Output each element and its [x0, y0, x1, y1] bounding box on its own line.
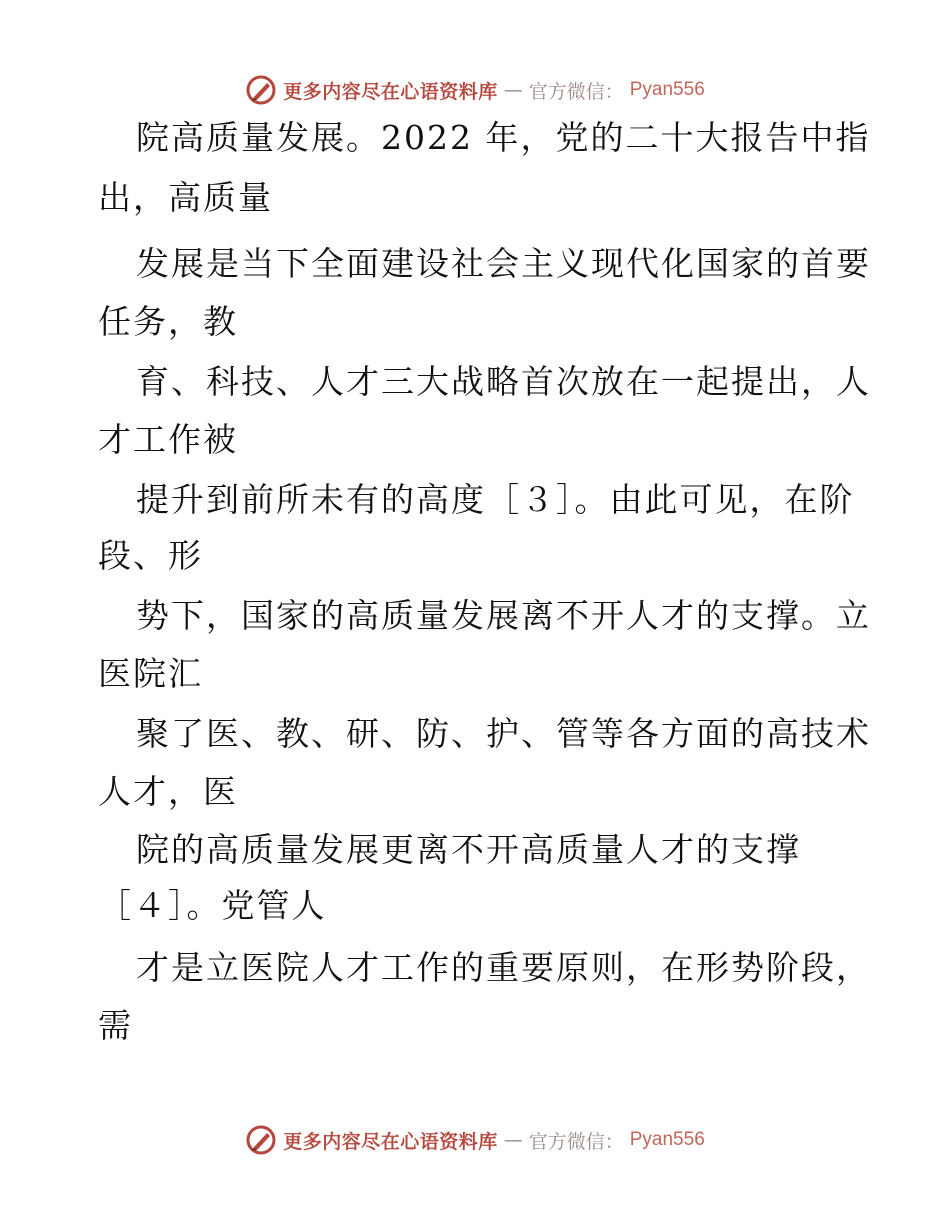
body-line-15: 才是立医院人才工作的重要原则，在形势阶段，	[136, 948, 871, 987]
header-banner-separator: —	[503, 79, 523, 101]
footer-banner-text: 更多内容尽在心语资料库	[283, 1130, 498, 1153]
header-banner-wechat-id: Pyan556	[629, 79, 705, 100]
body-line-10: 医院汇	[98, 654, 203, 693]
pen-logo-icon	[245, 74, 277, 106]
body-line-8: 段、形	[98, 536, 203, 575]
body-line-5: 育、科技、人才三大战略首次放在一起提出，人	[136, 362, 871, 401]
body-line-1: 院高质量发展。2022 年，党的二十大报告中指	[136, 118, 871, 157]
body-line-2: 出，高质量	[98, 178, 273, 217]
pen-logo-icon	[245, 1124, 277, 1156]
footer-banner-official-label: 官方微信：	[528, 1130, 624, 1153]
body-line-6: 才工作被	[98, 420, 238, 459]
body-line-13: 院的高质量发展更离不开高质量人才的支撑	[136, 830, 801, 869]
body-line-9: 势下，国家的高质量发展离不开人才的支撑。立	[136, 596, 871, 635]
header-banner-official-label: 官方微信：	[528, 80, 624, 103]
footer-banner-wechat-id: Pyan556	[629, 1129, 705, 1150]
footer-banner-separator: —	[503, 1129, 523, 1151]
body-line-12: 人才，医	[98, 772, 238, 811]
header-banner-text: 更多内容尽在心语资料库	[283, 80, 498, 103]
body-line-16: 需	[98, 1006, 133, 1045]
body-line-14: ［４］。党管人	[98, 886, 327, 925]
body-line-11: 聚了医、教、研、防、护、管等各方面的高技术	[136, 714, 871, 753]
header-watermark-banner	[0, 70, 950, 110]
body-line-4: 任务，教	[98, 302, 238, 341]
footer-watermark-banner	[0, 1120, 950, 1160]
body-line-7: 提升到前所未有的高度［３］。由此可见，在阶	[136, 480, 855, 519]
body-line-3: 发展是当下全面建设社会主义现代化国家的首要	[136, 244, 871, 283]
